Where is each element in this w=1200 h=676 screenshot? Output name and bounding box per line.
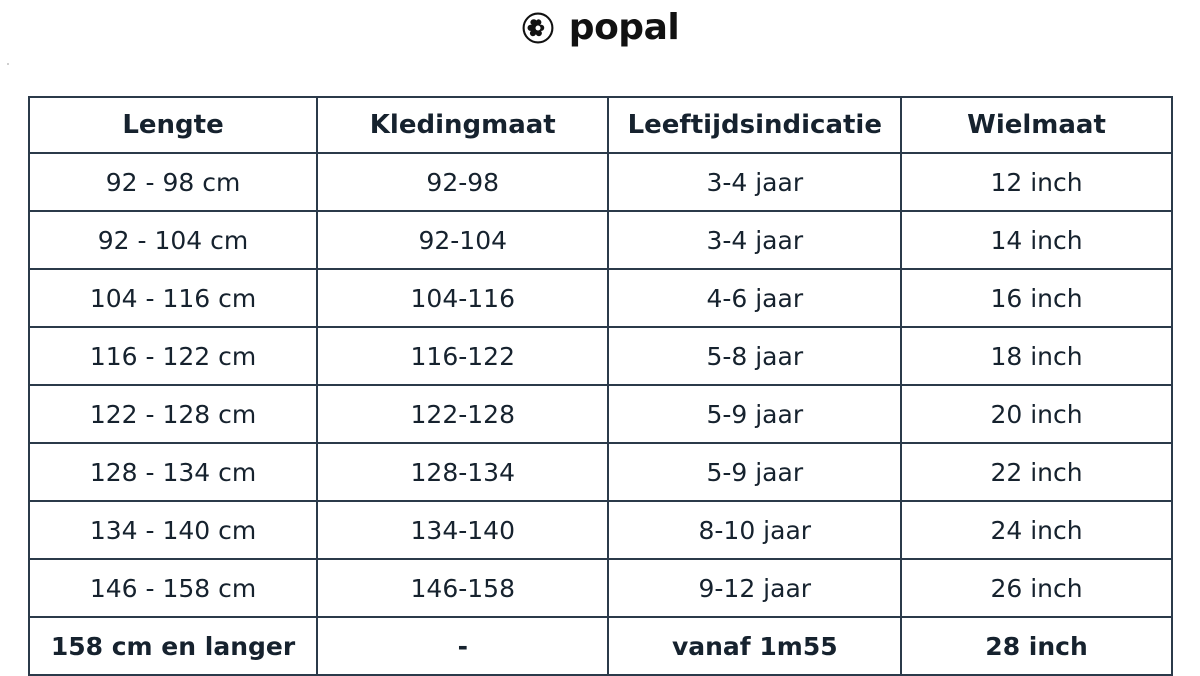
cell-leeftijdsindicatie: 3-4 jaar: [608, 211, 901, 269]
size-chart-table: [28, 96, 1173, 676]
cell-wielmaat: 16 inch: [901, 269, 1172, 327]
column-header-wielmaat: Wielmaat: [901, 97, 1172, 153]
cell-wielmaat: 26 inch: [901, 559, 1172, 617]
size-chart-container: [28, 96, 1173, 676]
cell-wielmaat: 24 inch: [901, 501, 1172, 559]
column-header-lengte: Lengte: [29, 97, 317, 153]
cell-wielmaat: 22 inch: [901, 443, 1172, 501]
cell-wielmaat: 28 inch: [901, 617, 1172, 675]
cell-lengte: 92 - 104 cm: [29, 211, 317, 269]
cell-leeftijdsindicatie: 5-8 jaar: [608, 327, 901, 385]
cell-leeftijdsindicatie: 4-6 jaar: [608, 269, 901, 327]
table-row: [29, 617, 1172, 675]
table-row: [29, 211, 1172, 269]
table-row: [29, 327, 1172, 385]
cell-kledingmaat: 104-116: [317, 269, 608, 327]
table-header-row: [29, 97, 1172, 153]
cell-wielmaat: 14 inch: [901, 211, 1172, 269]
brand-header: [0, 0, 1200, 56]
cell-kledingmaat: 146-158: [317, 559, 608, 617]
table-row: [29, 559, 1172, 617]
cell-leeftijdsindicatie: 3-4 jaar: [608, 153, 901, 211]
cell-kledingmaat: 128-134: [317, 443, 608, 501]
cell-leeftijdsindicatie: vanaf 1m55: [608, 617, 901, 675]
cell-leeftijdsindicatie: 5-9 jaar: [608, 385, 901, 443]
cell-lengte: 128 - 134 cm: [29, 443, 317, 501]
cell-wielmaat: 12 inch: [901, 153, 1172, 211]
cell-leeftijdsindicatie: 8-10 jaar: [608, 501, 901, 559]
cell-leeftijdsindicatie: 9-12 jaar: [608, 559, 901, 617]
cell-lengte: 146 - 158 cm: [29, 559, 317, 617]
cell-lengte: 158 cm en langer: [29, 617, 317, 675]
cell-kledingmaat: 92-98: [317, 153, 608, 211]
table-row: [29, 443, 1172, 501]
cell-lengte: 104 - 116 cm: [29, 269, 317, 327]
cell-wielmaat: 18 inch: [901, 327, 1172, 385]
column-header-leeftijdsindicatie: Leeftijdsindicatie: [608, 97, 901, 153]
table-row: [29, 153, 1172, 211]
brand-wordmark: popal: [568, 7, 680, 48]
cell-kledingmaat: 134-140: [317, 501, 608, 559]
scan-artifact: [7, 63, 9, 65]
popal-flower-logo-icon: [521, 11, 555, 45]
cell-lengte: 122 - 128 cm: [29, 385, 317, 443]
cell-leeftijdsindicatie: 5-9 jaar: [608, 443, 901, 501]
table-row: [29, 501, 1172, 559]
cell-kledingmaat: -: [317, 617, 608, 675]
cell-lengte: 92 - 98 cm: [29, 153, 317, 211]
table-row: [29, 385, 1172, 443]
cell-kledingmaat: 122-128: [317, 385, 608, 443]
table-row: [29, 269, 1172, 327]
cell-lengte: 116 - 122 cm: [29, 327, 317, 385]
cell-kledingmaat: 92-104: [317, 211, 608, 269]
cell-lengte: 134 - 140 cm: [29, 501, 317, 559]
cell-wielmaat: 20 inch: [901, 385, 1172, 443]
column-header-kledingmaat: Kledingmaat: [317, 97, 608, 153]
cell-kledingmaat: 116-122: [317, 327, 608, 385]
